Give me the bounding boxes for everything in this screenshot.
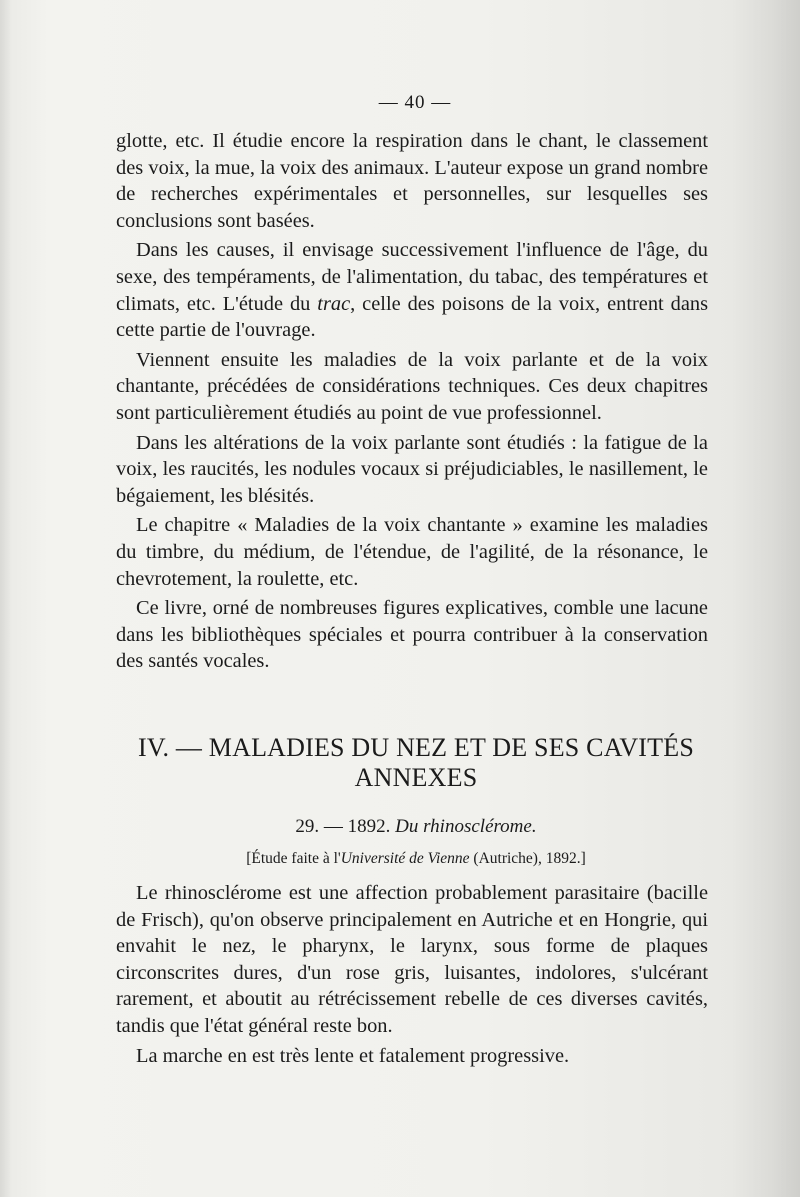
paragraph: [116, 347, 708, 427]
entry-text-block: [116, 880, 708, 1072]
paragraph: [116, 595, 708, 675]
section-heading-line-2: ANNEXES: [354, 763, 478, 792]
page-number: — 40 —: [378, 92, 452, 113]
entry-title-text: Du rhinosclérome.: [395, 816, 537, 837]
section-heading-line-1: IV. — MALADIES DU NEZ ET DE SES CAVITÉS: [138, 733, 694, 762]
paragraph: [116, 1043, 708, 1070]
entry-number-date: 29. — 1892.: [295, 816, 396, 837]
entry-note-close: (Autriche), 1892.]: [469, 850, 586, 867]
paragraph: [116, 237, 708, 343]
section-heading: [116, 733, 716, 793]
paragraph-text: Viennent ensuite les maladies de la voix parlante et de la voix chantante, précédées de considérations techniques. Ces deux chapitres sont particulièrement étudiés au point de vue professionnel.: [116, 348, 708, 424]
paragraph-italic-text: trac: [317, 292, 351, 315]
entry-note: [116, 850, 716, 868]
entry-note-italic: Université de Vienne: [340, 850, 470, 867]
page-left-edge-shadow: [0, 0, 12, 1197]
entry-title: [116, 816, 716, 838]
paragraph: [116, 128, 708, 234]
entry-note-open: [Étude faite à l': [246, 850, 341, 867]
paragraph-text: Ce livre, orné de nombreuses figures explicatives, comble une lacune dans les bibliothèques spéciales et pourra contribuer à la conservation des santés vocales.: [116, 597, 708, 673]
paragraph: [116, 880, 708, 1040]
paragraph-text: La marche en est très lente et fatalement progressive.: [136, 1044, 570, 1067]
paragraph-text: Dans les causes, il envisage successivement l'influence de l'âge, du sexe, des tempéraments, de l'alimentation, du tabac, des températures et climats, etc. L'étude du: [116, 239, 708, 315]
paragraph: [116, 512, 708, 592]
paragraph: [116, 430, 708, 510]
paragraph-text: Le rhinosclérome est une affection probablement parasitaire (bacille de Frisch), qu'on observe principalement en Autriche et en Hongrie, qui envahit le nez, le pharynx, le larynx, sous forme de plaques circonscrites dures, d'un rose gris, luisantes, indolores, s'ulcérant rarement, et aboutit au rétrécissement rebelle de ces diverses cavités, tandis que l'état général reste bon.: [116, 882, 708, 1037]
paragraph-text-continued: , celle des poisons de la voix, entrent dans cette partie de l'ouvrage.: [116, 292, 709, 342]
paragraph-text: Le chapitre « Maladies de la voix chantante » examine les maladies du timbre, du médium, de l'étendue, de l'agilité, de la résonance, le chevrotement, la roulette, etc.: [116, 514, 708, 590]
review-text-block: [116, 128, 708, 678]
paragraph-text: Dans les altérations de la voix parlante sont étudiés : la fatigue de la voix, les raucités, les nodules vocaux si préjudiciables, le nasillement, le bégaiement, les blésités.: [116, 431, 708, 507]
page-gutter-shadow: [730, 0, 800, 1197]
paragraph-text: glotte, etc. Il étudie encore la respiration dans le chant, le classement des voix, la mue, la voix des animaux. L'auteur expose un grand nombre de recherches expérimentales et personnelles, sur lesquelles ses conclusions sont basées.: [116, 130, 708, 232]
